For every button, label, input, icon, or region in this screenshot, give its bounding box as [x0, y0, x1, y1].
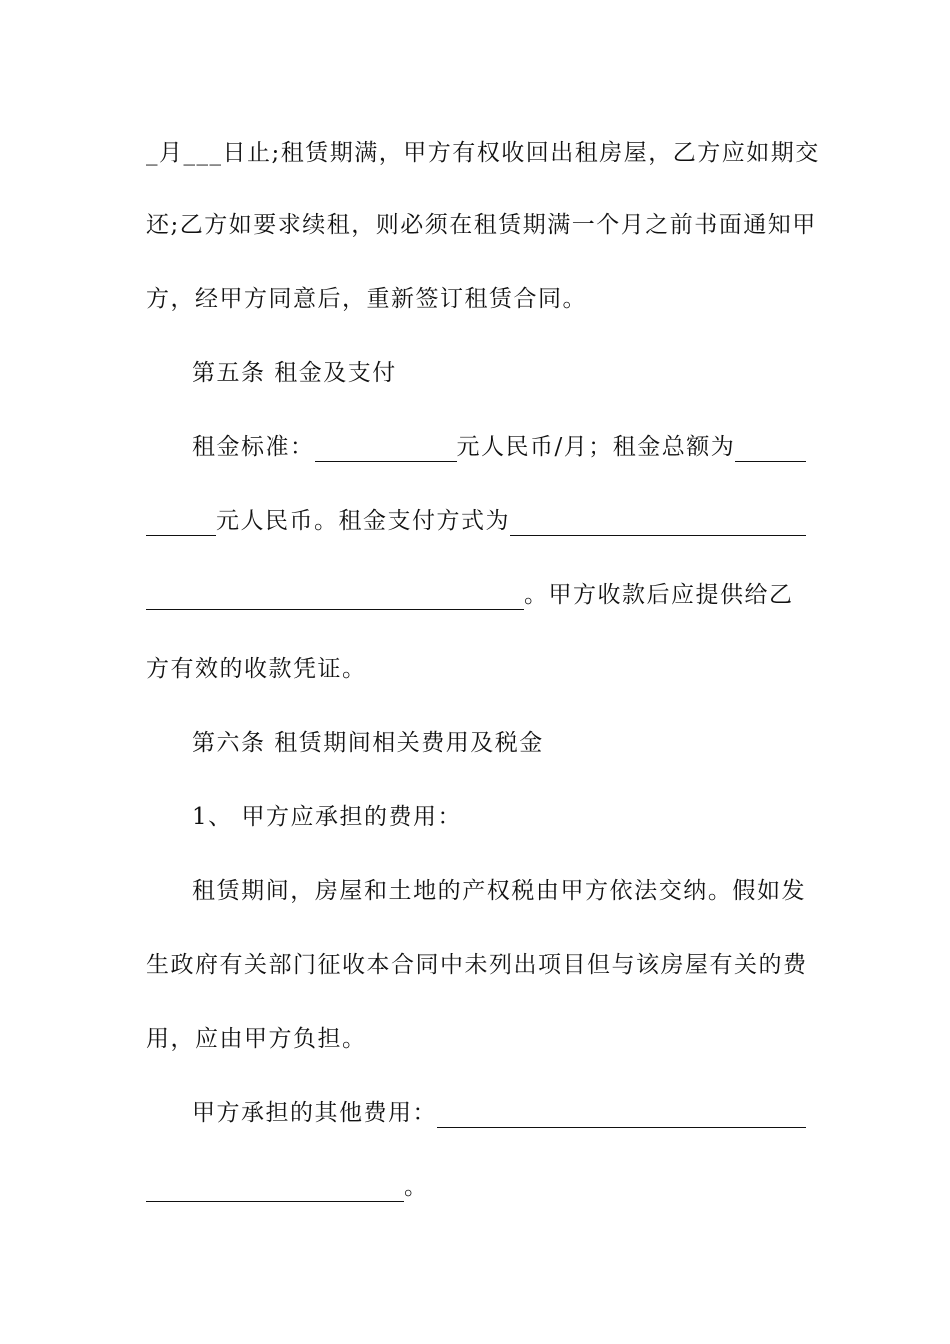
section-heading-5: 第五条 租金及支付 [192, 360, 397, 386]
other-fees-end-line [146, 1172, 806, 1202]
paragraph-line: 还;乙方如要求续租，则必须在租赁期满一个月之前书面通知甲 [146, 212, 817, 238]
other-fees-line [192, 1098, 806, 1128]
rent-payment-line [146, 506, 806, 536]
section-heading-6: 第六条 租赁期间相关费用及税金 [192, 730, 544, 756]
paragraph-line: _月___日止;租赁期满，甲方有权收回出租房屋，乙方应如期交 [146, 140, 820, 166]
rent-standard-line [192, 432, 806, 462]
rent-payment-label: 元人民币。租金支付方式为 [216, 508, 510, 534]
paragraph-line: 用，应由甲方负担。 [146, 1026, 367, 1052]
rent-receipt-text: 。甲方收款后应提供给乙 [524, 582, 794, 608]
rent-standard-label: 租金标准： [192, 434, 315, 460]
paragraph-line: 方有效的收款凭证。 [146, 656, 367, 682]
rent-payment-blank-cont [146, 587, 524, 610]
rent-total-blank-cont [146, 513, 216, 536]
other-fees-blank [437, 1105, 806, 1128]
rent-standard-blank [315, 439, 457, 462]
other-fees-blank-cont [146, 1179, 404, 1202]
rent-payment-blank [510, 513, 806, 536]
rent-receipt-line [146, 580, 806, 610]
other-fees-label: 甲方承担的其他费用： [192, 1100, 437, 1126]
rent-total-label: 元人民币/月；租金总额为 [456, 434, 736, 460]
paragraph-line: 租赁期间，房屋和土地的产权税由甲方依法交纳。假如发 [192, 878, 806, 904]
paragraph-line: 生政府有关部门征收本合同中未列出项目但与该房屋有关的费 [146, 952, 808, 978]
other-fees-period: 。 [404, 1174, 429, 1200]
paragraph-line: 方，经甲方同意后，重新签订租赁合同。 [146, 286, 587, 312]
rent-total-blank [735, 439, 806, 462]
list-item-1: 1、 甲方应承担的费用： [192, 804, 462, 830]
